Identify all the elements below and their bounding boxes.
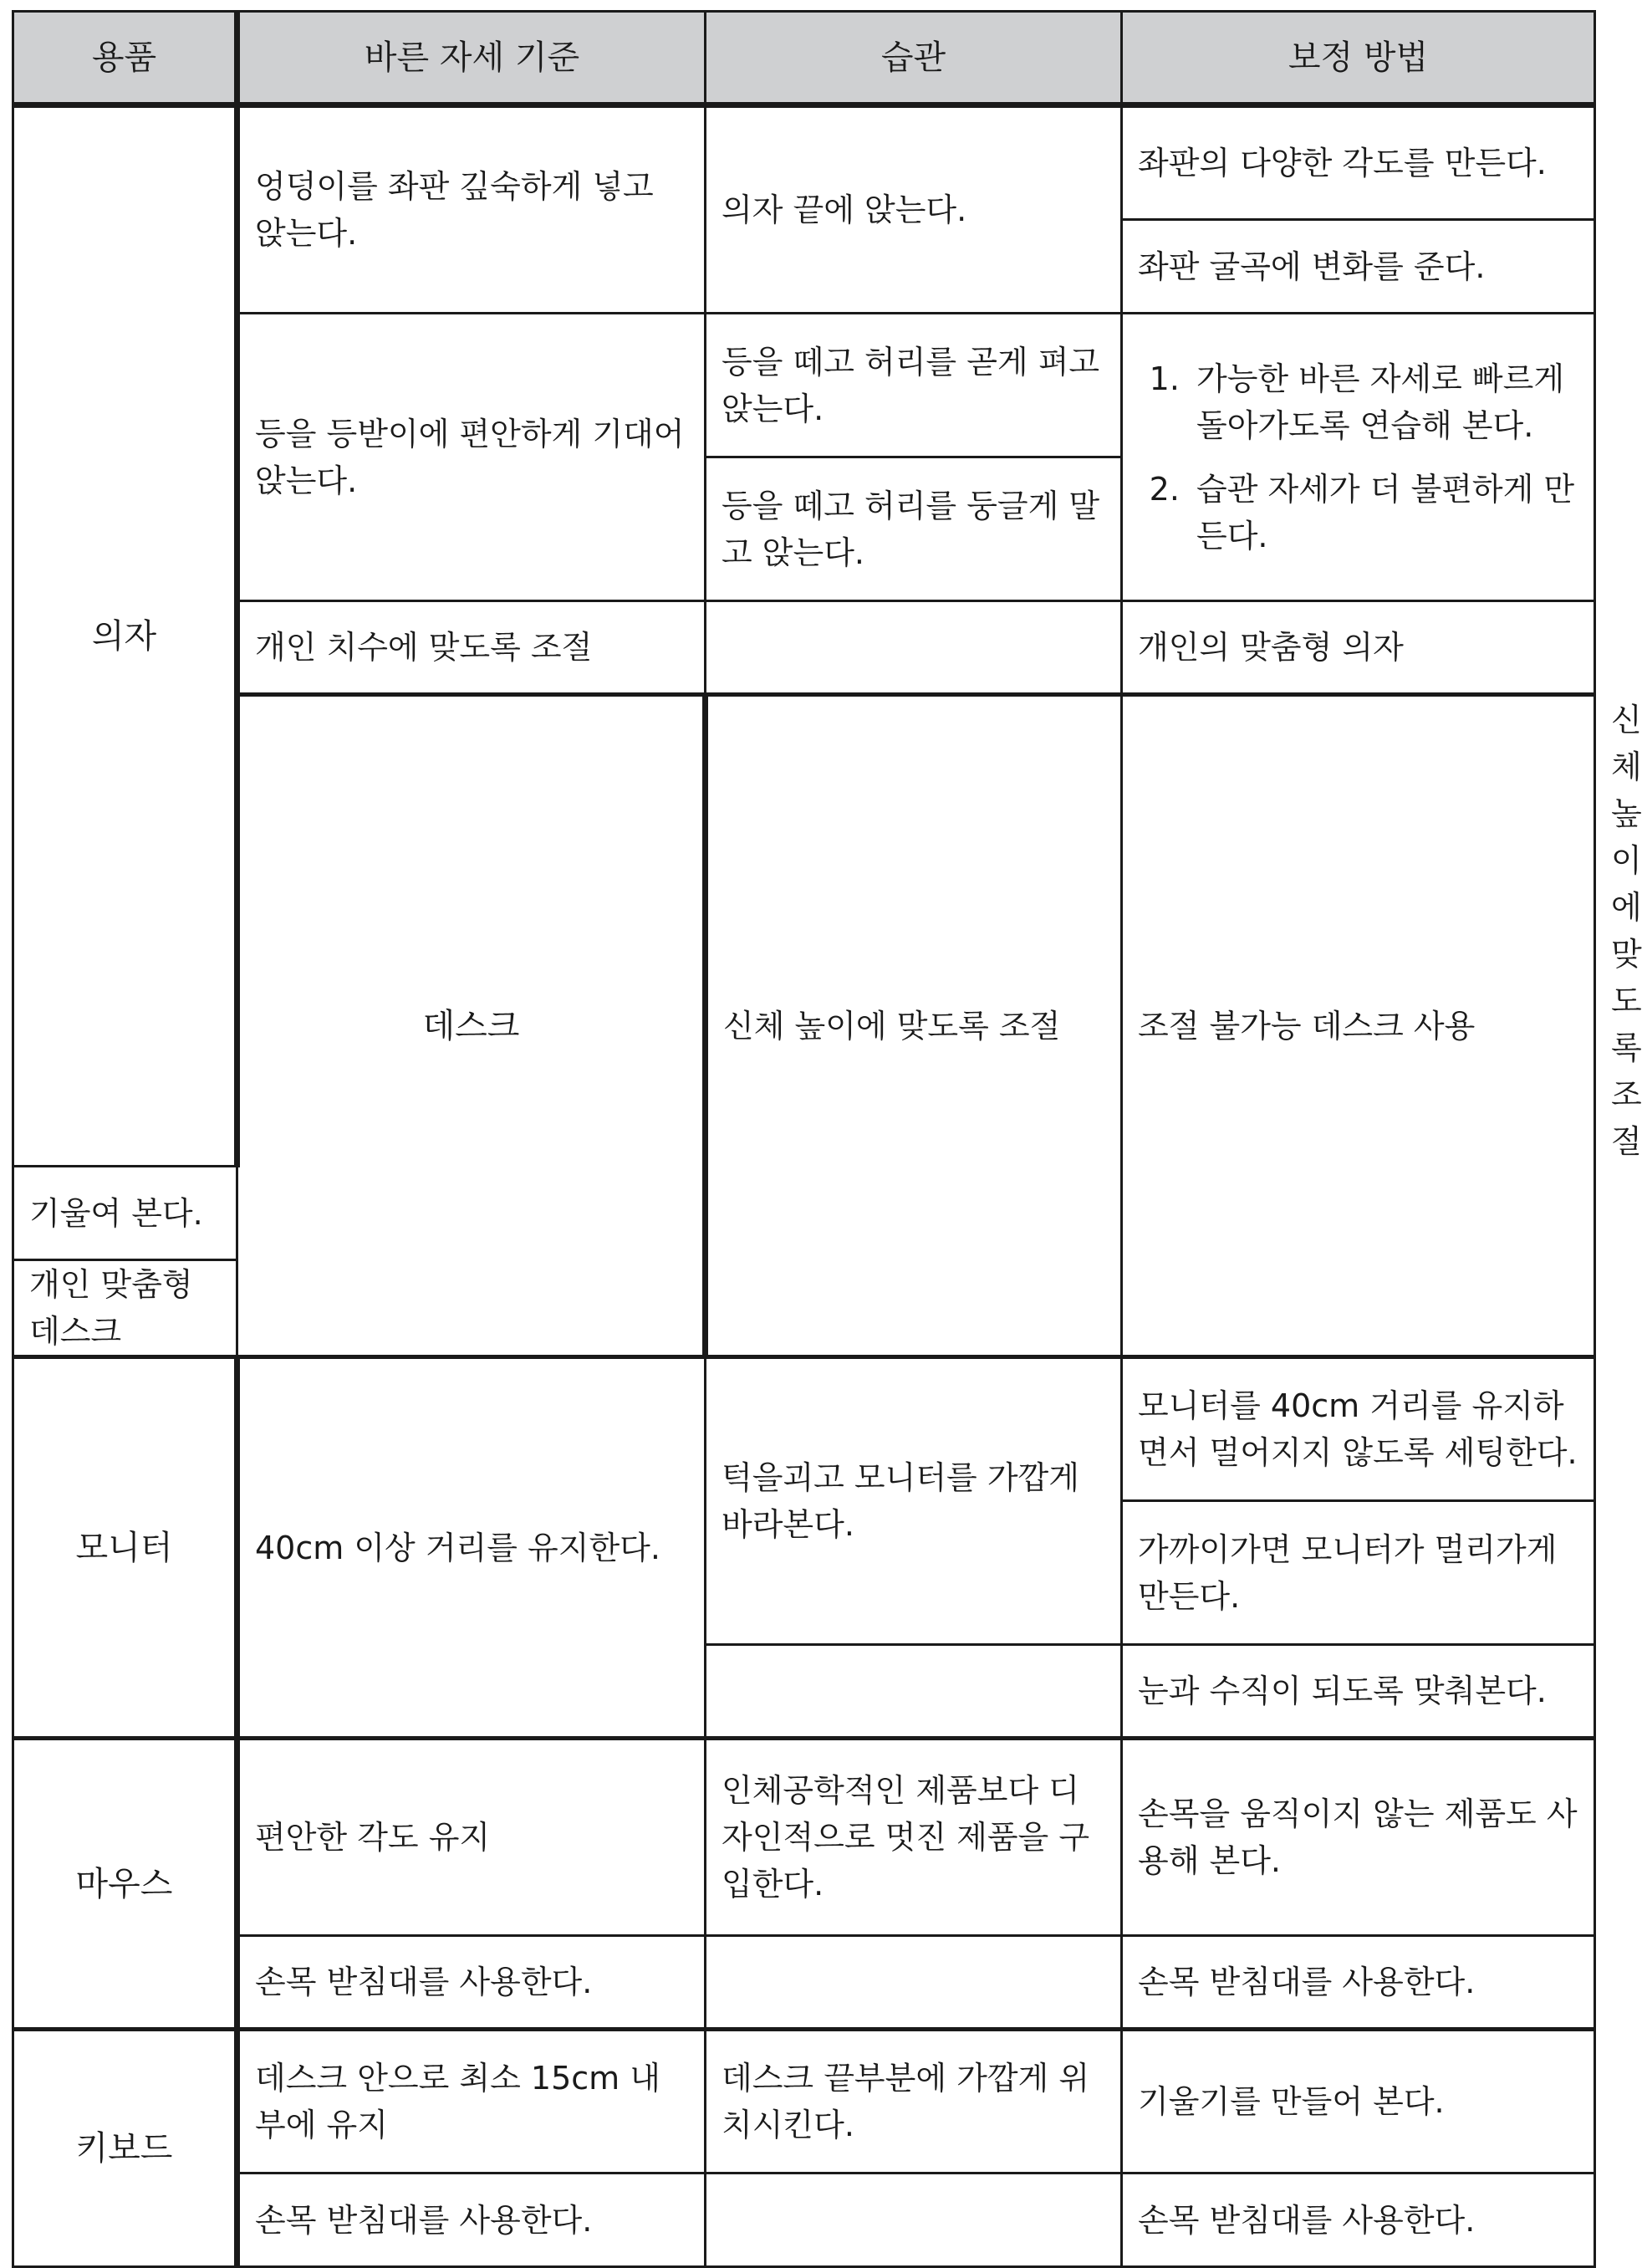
cell-fix: 개인 맞춤형 데스크	[13, 1260, 237, 1357]
cell-fix: 눈과 수직이 되도록 맞춰본다.	[1122, 1645, 1595, 1739]
table-row	[13, 2174, 1595, 2267]
posture-table	[12, 10, 1642, 2268]
header-row	[13, 12, 1595, 105]
cell-habit: 등을 떼고 허리를 둥글게 말고 앉는다.	[706, 457, 1122, 601]
cell-fix-list	[1122, 314, 1595, 601]
cell-fix: 손목 받침대를 사용한다.	[1122, 1936, 1595, 2030]
cell-fix: 모니터를 40cm 거리를 유지하면서 멀어지지 않도록 세팅한다.	[1122, 1357, 1595, 1501]
list-item: 2. 습관 자세가 더 불편하게 만든다.	[1190, 466, 1578, 559]
cell-standard: 40cm 이상 거리를 유지한다.	[237, 1357, 706, 1739]
table-row	[13, 1936, 1595, 2030]
cell-standard: 개인 치수에 맞도록 조절	[237, 601, 706, 695]
cell-habit-empty	[706, 1936, 1122, 2030]
cell-habit-empty	[706, 2174, 1122, 2267]
category-mouse: 마우스	[13, 1739, 237, 2030]
category-keyboard: 키보드	[13, 2030, 237, 2267]
table-row	[13, 2030, 1595, 2174]
cell-standard: 손목 받침대를 사용한다.	[237, 2174, 706, 2267]
header-standard: 바른 자세 기준	[237, 12, 706, 105]
header-item: 용품	[13, 12, 237, 105]
cell-habit: 조절 불가능 데스크 사용	[1122, 695, 1595, 1357]
cell-fix: 가까이가면 모니터가 멀리가게 만든다.	[1122, 1501, 1595, 1645]
cell-standard: 손목 받침대를 사용한다.	[237, 1936, 706, 2030]
category-monitor: 모니터	[13, 1357, 237, 1739]
cell-habit: 인체공학적인 제품보다 디자인적으로 멋진 제품을 구입한다.	[706, 1739, 1122, 1936]
cell-habit-empty	[706, 601, 1122, 695]
category-chair: 의자	[13, 105, 237, 1167]
category-desk: 데스크	[237, 695, 706, 1357]
cell-habit: 의자 끝에 앉는다.	[706, 105, 1122, 314]
cell-fix: 기울기를 만들어 본다.	[1122, 2030, 1595, 2174]
fix-list	[1138, 355, 1578, 559]
cell-fix: 손목을 움직이지 않는 제품도 사용해 본다.	[1122, 1739, 1595, 1936]
cell-standard: 데스크 안으로 최소 15cm 내부에 유지	[237, 2030, 706, 2174]
header-habit: 습관	[706, 12, 1122, 105]
cell-habit: 턱을괴고 모니터를 가깝게 바라본다.	[706, 1357, 1122, 1645]
cell-habit: 데스크 끝부분에 가깝게 위치시킨다.	[706, 2030, 1122, 2174]
table-row	[13, 1357, 1595, 1501]
table-row	[13, 1739, 1595, 1936]
table-row	[13, 314, 1595, 457]
cell-fix: 손목 받침대를 사용한다.	[1122, 2174, 1595, 2267]
cell-standard: 신체 높이에 맞도록 조절	[706, 695, 1122, 1357]
cell-fix: 좌판 굴곡에 변화를 준다.	[1122, 220, 1595, 314]
table-row	[13, 105, 1595, 220]
cell-fix: 좌판의 다양한 각도를 만든다.	[1122, 105, 1595, 220]
table-row	[13, 601, 1595, 695]
cell-habit: 등을 떼고 허리를 곧게 펴고 앉는다.	[706, 314, 1122, 457]
cell-standard: 편안한 각도 유지	[237, 1739, 706, 1936]
cell-fix: 기울여 본다.	[13, 1167, 237, 1260]
cell-habit-empty	[706, 1645, 1122, 1739]
cell-standard: 엉덩이를 좌판 깊숙하게 넣고 앉는다.	[237, 105, 706, 314]
cell-fix: 개인의 맞춤형 의자	[1122, 601, 1595, 695]
list-item: 1. 가능한 바른 자세로 빠르게 돌아가도록 연습해 본다.	[1190, 355, 1578, 449]
table-row: 데스크 신체 높이에 맞도록 조절 조절 불가능 데스크 사용 신체 높이에 맞도록 조절	[13, 695, 1595, 1167]
cell-standard: 등을 등받이에 편안하게 기대어 앉는다.	[237, 314, 706, 601]
header-fix: 보정 방법	[1122, 12, 1595, 105]
